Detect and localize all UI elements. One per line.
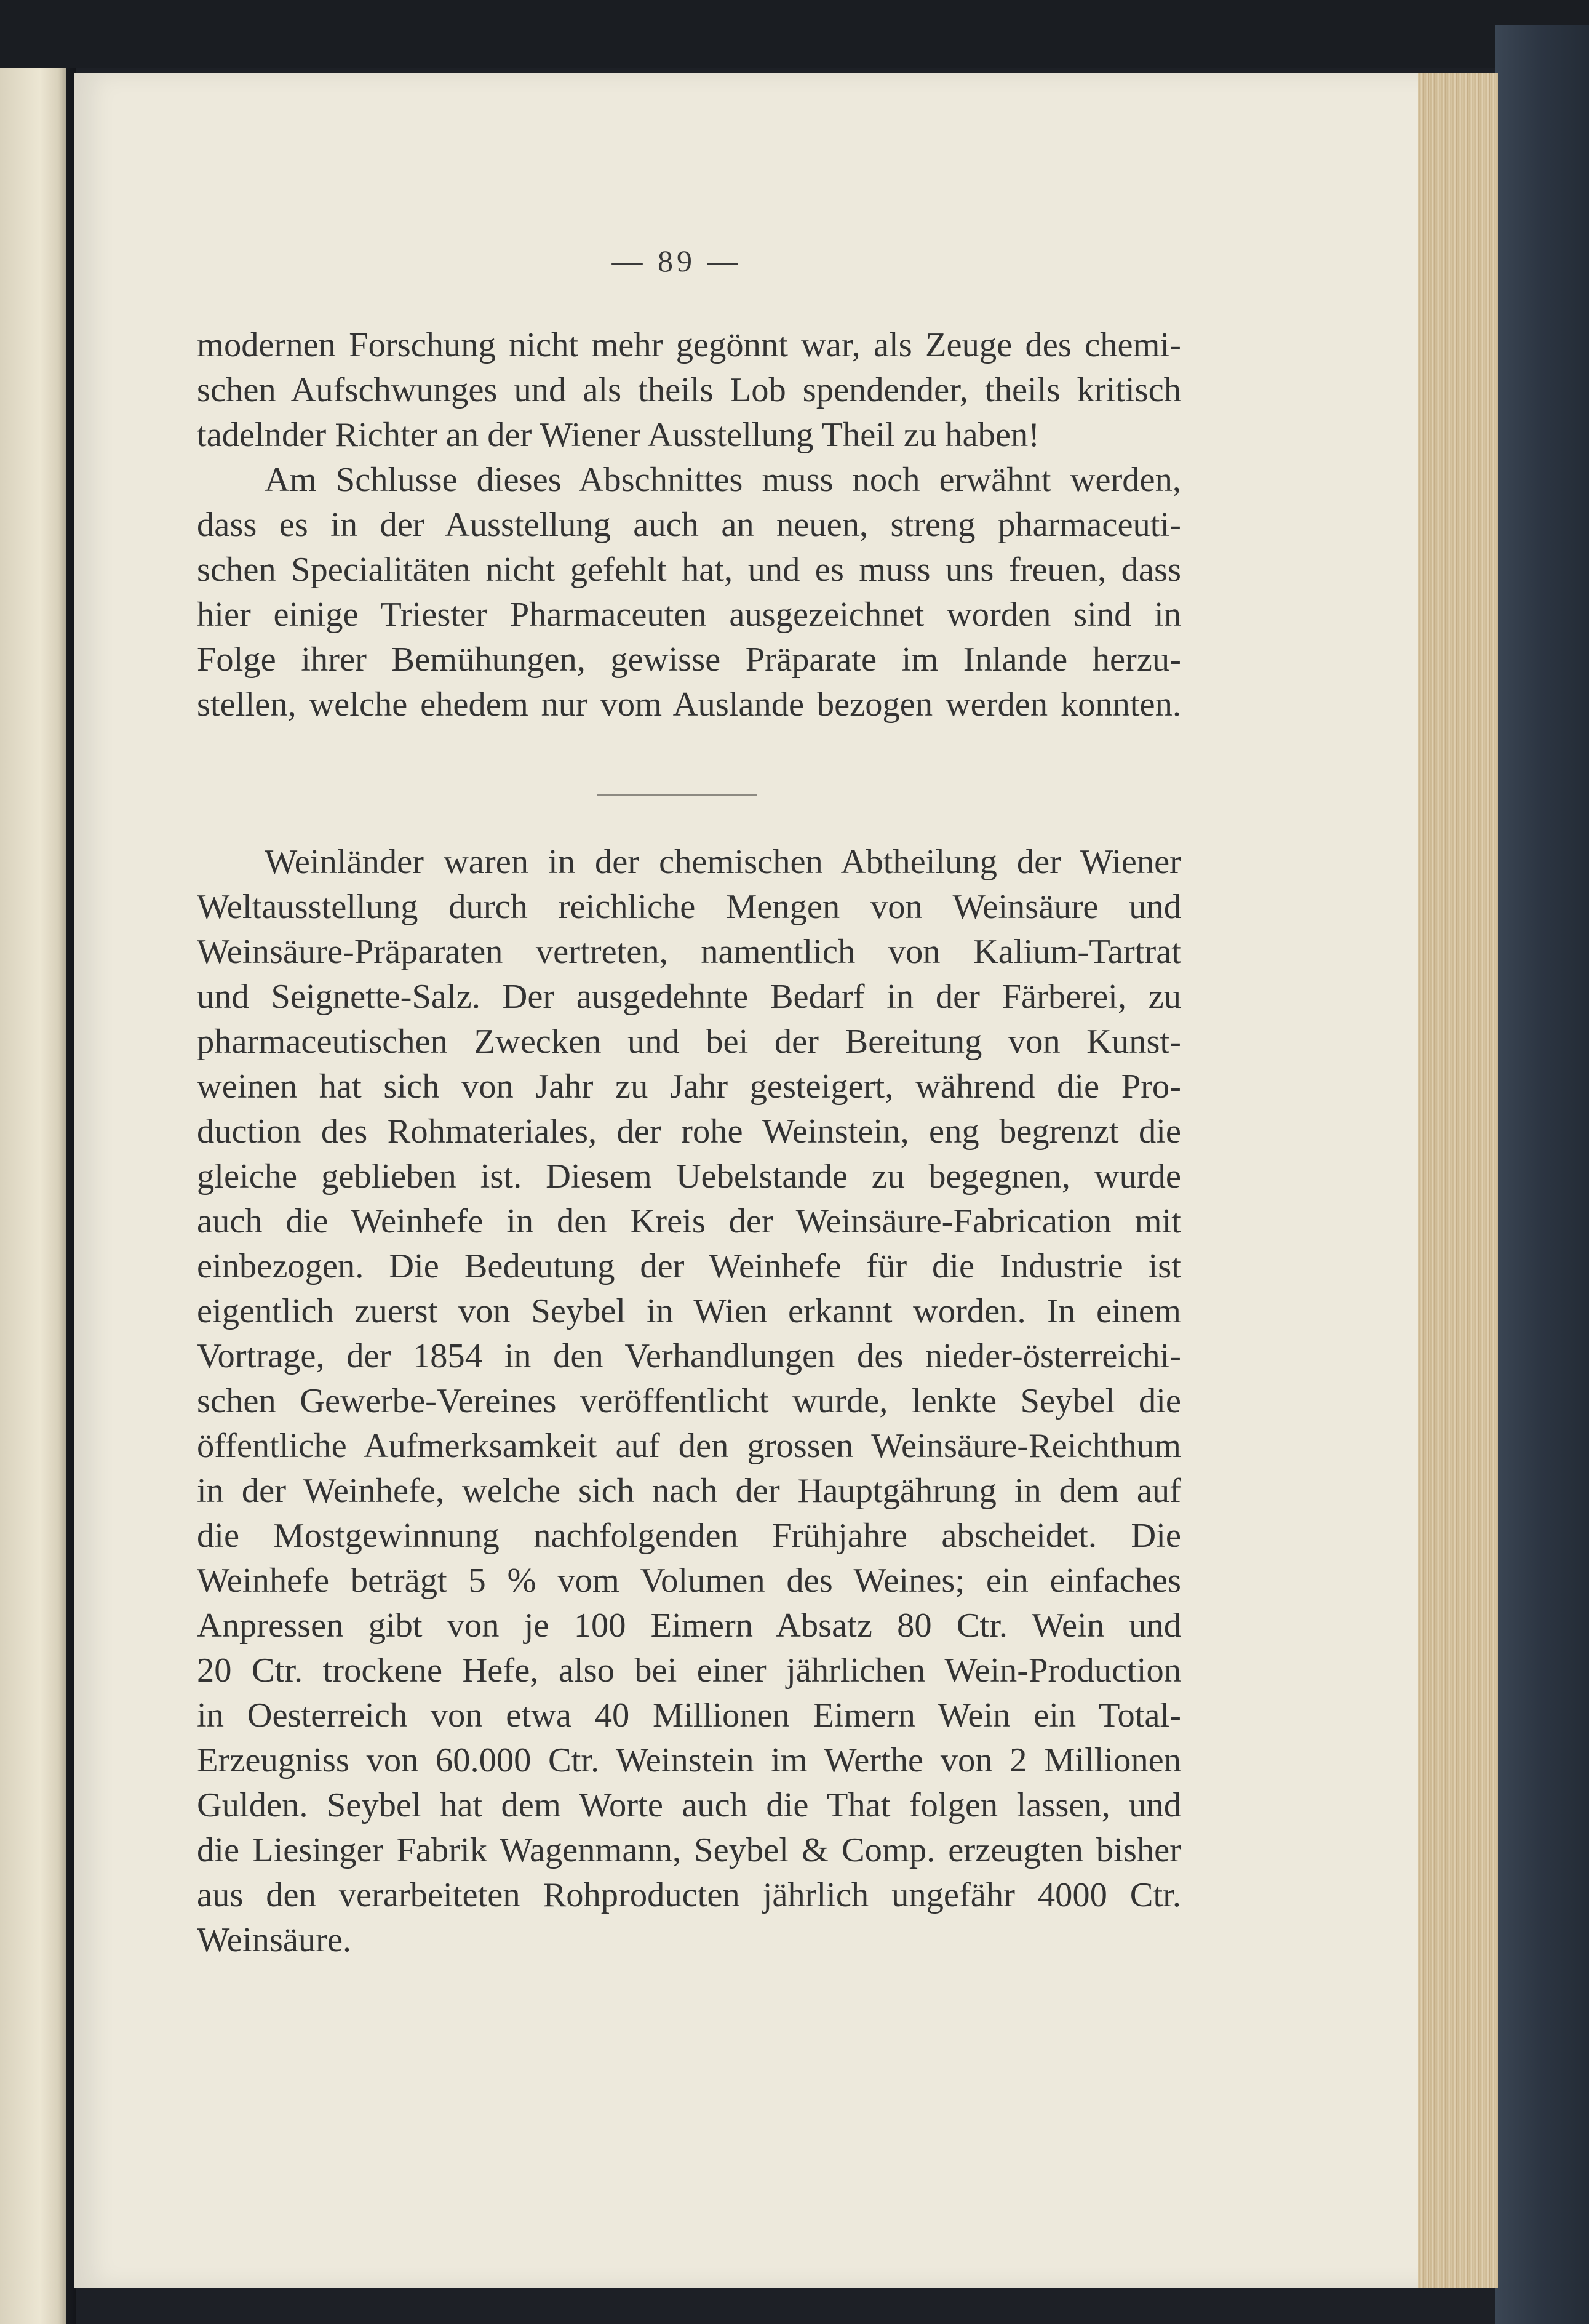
text-line: weinen hat sich von Jahr zu Jahr gesteigert, während die Pro- xyxy=(197,1068,1181,1106)
text-line: schen Aufschwunges und als theils Lob spendender, theils kritisch xyxy=(197,371,1181,409)
paragraph-continuation xyxy=(197,323,1181,458)
book-top-shadow xyxy=(0,0,1589,68)
text-line: Am Schlusse dieses Abschnittes muss noch erwähnt werden, xyxy=(265,461,1181,499)
text-line: die Mostgewinnung nachfolgenden Frühjahre abscheidet. Die xyxy=(197,1517,1181,1555)
text-line: stellen, welche ehedem nur vom Auslande bezogen werden konnten. xyxy=(197,685,1181,724)
text-line: 20 Ctr. trockene Hefe, also bei einer jährlichen Wein-Production xyxy=(197,1651,1181,1690)
section-separator xyxy=(597,794,757,796)
gutter-shadow xyxy=(58,68,76,2324)
text-line: Weltausstellung durch reichliche Mengen von Weinsäure und xyxy=(197,888,1181,926)
text-line: einbezogen. Die Bedeutung der Weinhefe für die Industrie ist xyxy=(197,1247,1181,1285)
text-block-top xyxy=(197,323,1181,727)
text-line: pharmaceutischen Zwecken und bei der Bereitung von Kunst- xyxy=(197,1023,1181,1061)
book-cover-board xyxy=(1495,25,1589,2324)
text-line: dass es in der Ausstellung auch an neuen, streng pharmaceuti- xyxy=(197,506,1181,544)
text-line: Weinhefe beträgt 5 % vom Volumen des Weines; ein einfaches xyxy=(197,1562,1181,1600)
text-line: in der Weinhefe, welche sich nach der Hauptgährung in dem auf xyxy=(197,1472,1181,1510)
text-line: modernen Forschung nicht mehr gegönnt war, als Zeuge des chemi- xyxy=(197,326,1181,364)
text-line: Weinsäure-Präparaten vertreten, namentlich von Kalium-Tartrat xyxy=(197,933,1181,971)
text-line: und Seignette-Salz. Der ausgedehnte Bedarf in der Färberei, zu xyxy=(197,978,1181,1016)
paragraph-weinsaeure xyxy=(197,840,1181,1963)
page-number: — 89 — xyxy=(611,244,742,278)
text-line: schen Specialitäten nicht gefehlt hat, und es muss uns freuen, dass xyxy=(197,551,1181,589)
text-line: hier einige Triester Pharmaceuten ausgezeichnet worden sind in xyxy=(197,596,1181,634)
text-line: schen Gewerbe-Vereines veröffentlicht wurde, lenkte Seybel die xyxy=(197,1382,1181,1420)
text-line: Weinländer waren in der chemischen Abtheilung der Wiener xyxy=(265,843,1181,881)
text-line: eigentlich zuerst von Seybel in Wien erkannt worden. In einem xyxy=(197,1292,1181,1330)
text-line: Anpressen gibt von je 100 Eimern Absatz 80 Ctr. Wein und xyxy=(197,1607,1181,1645)
text-line: aus den verarbeiteten Rohproducten jährlich ungefähr 4000 Ctr. xyxy=(197,1876,1181,1914)
text-line: duction des Rohmateriales, der rohe Weinstein, eng begrenzt die xyxy=(197,1112,1181,1151)
text-line: die Liesinger Fabrik Wagenmann, Seybel & Comp. erzeugten bisher xyxy=(197,1831,1181,1869)
text-line: tadelnder Richter an der Wiener Ausstellung Theil zu haben! xyxy=(197,416,1040,454)
text-line: Weinsäure. xyxy=(197,1921,352,1959)
text-line: öffentliche Aufmerksamkeit auf den grossen Weinsäure-Reichthum xyxy=(197,1427,1181,1465)
text-line: auch die Weinhefe in den Kreis der Weinsäure-Fabrication mit xyxy=(197,1202,1181,1240)
text-line: Gulden. Seybel hat dem Worte auch die That folgen lassen, und xyxy=(197,1786,1181,1824)
text-line: Folge ihrer Bemühungen, gewisse Präparate im Inlande herzu- xyxy=(197,641,1181,679)
text-line: Vortrage, der 1854 in den Verhandlungen des nieder-österreichi- xyxy=(197,1337,1181,1375)
text-block-bottom xyxy=(197,840,1181,1963)
paragraph-closing xyxy=(197,458,1181,727)
left-facing-page xyxy=(0,68,66,2324)
page-block-edge xyxy=(1418,73,1498,2288)
text-line: gleiche geblieben ist. Diesem Uebelstande zu begegnen, wurde xyxy=(197,1157,1181,1196)
text-line: in Oesterreich von etwa 40 Millionen Eimern Wein ein Total- xyxy=(197,1696,1181,1735)
text-line: Erzeugniss von 60.000 Ctr. Weinstein im Werthe von 2 Millionen xyxy=(197,1741,1181,1779)
